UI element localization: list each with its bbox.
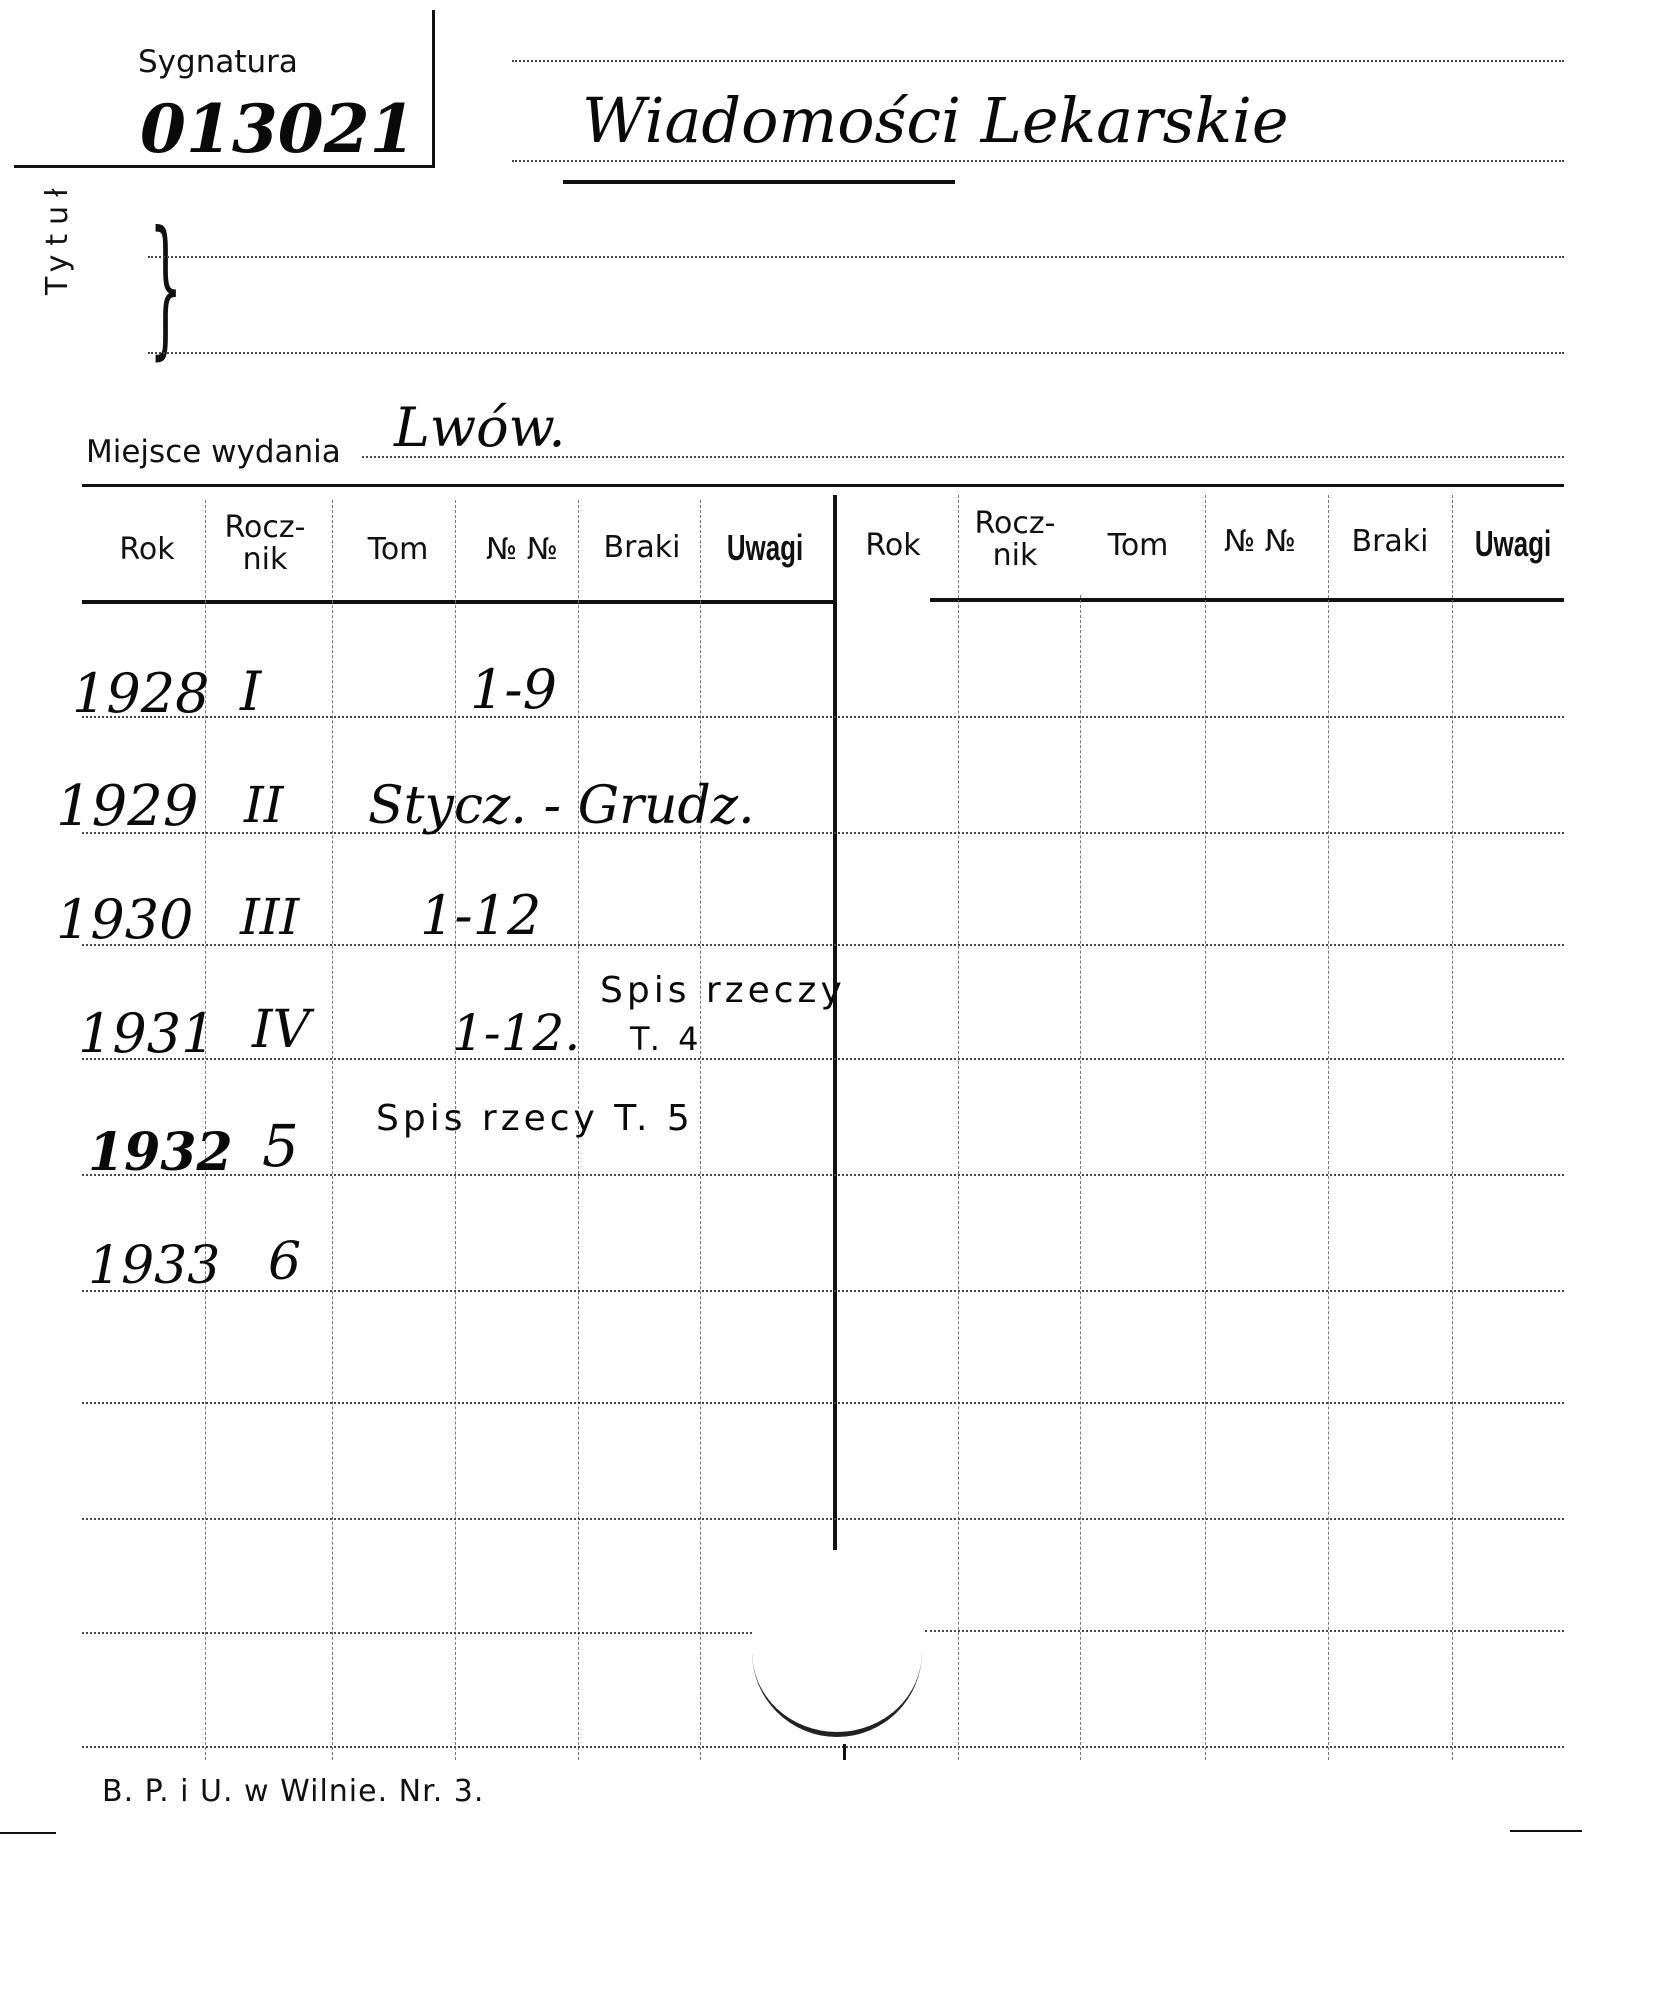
col-divider <box>700 500 701 1760</box>
row-line <box>82 1746 1564 1748</box>
col-header-numery-right: № № <box>1224 524 1296 559</box>
row-line <box>82 832 1564 834</box>
col-header-rok: Rok <box>119 532 175 567</box>
center-divider <box>833 495 837 1550</box>
footer-imprint: B. P. i U. w Wilnie. Nr. 3. <box>102 1774 485 1809</box>
col-header-rocznik-right-line-2: nik <box>992 538 1038 573</box>
col-divider <box>332 500 333 1760</box>
row-5-rocznik: 5 <box>262 1112 299 1180</box>
row-line <box>82 1290 1564 1292</box>
row-4-rok: 1931 <box>78 1002 216 1065</box>
row-3-numery: 1-12 <box>420 884 542 947</box>
row-line <box>82 716 1564 718</box>
col-header-tom: Tom <box>367 532 429 567</box>
miejsce-label: Miejsce wydania <box>86 434 341 470</box>
punch-tick <box>843 1744 846 1760</box>
punch-hole <box>752 1560 922 1737</box>
row-2-tom: Stycz. - Grudz. <box>368 776 755 836</box>
col-header-rocznik-line-2: nik <box>242 542 288 577</box>
title-line-1 <box>512 60 1564 62</box>
row-2-rok: 1929 <box>56 774 199 839</box>
col-header-braki-right: Braki <box>1351 524 1429 559</box>
title-line-2 <box>512 160 1564 162</box>
miejsce-value: Lwów. <box>394 396 566 459</box>
row-1-rok: 1928 <box>72 662 210 725</box>
col-header-uwagi: Uwagi <box>726 527 804 568</box>
tytul-label: Tytuł <box>40 179 75 295</box>
scan-mark <box>0 1832 56 1834</box>
row-5-rok: 1932 <box>88 1122 233 1183</box>
col-divider <box>1328 495 1329 1760</box>
row-4-numery: 1-12. <box>452 1004 581 1062</box>
col-header-rocznik-line-1: Rocz- <box>224 510 306 545</box>
header-rule-left <box>82 600 834 604</box>
col-divider <box>1452 495 1453 1760</box>
row-6-rocznik: 6 <box>268 1232 302 1292</box>
row-4-rocznik: IV <box>252 1000 311 1060</box>
header-rule-right <box>930 598 1564 602</box>
col-divider <box>958 495 959 1760</box>
row-line <box>82 1174 1564 1176</box>
row-2-rocznik: II <box>244 776 284 834</box>
row-line-left <box>82 1632 752 1634</box>
scan-mark <box>1510 1830 1582 1832</box>
col-divider <box>1080 595 1081 1760</box>
row-3-rocznik: III <box>240 888 300 946</box>
col-header-tom-right: Tom <box>1107 528 1169 563</box>
col-header-numery: № № <box>486 532 558 567</box>
tytul-line-1 <box>148 256 1564 258</box>
row-5-note: Spis rzecy T. 5 <box>376 1098 694 1139</box>
row-4-note: Spis rzeczy <box>600 970 846 1011</box>
row-line <box>82 1402 1564 1404</box>
row-4-note-2: T. 4 <box>630 1020 703 1058</box>
sygnatura-label: Sygnatura <box>138 44 298 80</box>
sygnatura-value: 013021 <box>140 90 416 168</box>
col-header-rocznik-right <box>955 508 1075 572</box>
table-top-rule <box>82 484 1564 487</box>
row-line <box>82 944 1564 946</box>
row-line-right <box>925 1630 1564 1632</box>
row-3-rok: 1930 <box>56 888 194 951</box>
col-header-braki: Braki <box>603 530 681 565</box>
title-underline <box>563 180 955 184</box>
col-header-rok-right: Rok <box>865 528 921 563</box>
col-header-rocznik-right-line-1: Rocz- <box>974 506 1056 541</box>
row-1-rocznik: I <box>240 660 262 723</box>
row-line <box>82 1518 1564 1520</box>
col-header-uwagi-right: Uwagi <box>1474 523 1552 564</box>
tytul-brace: } <box>149 200 183 374</box>
col-divider <box>1205 495 1206 1760</box>
tytul-line-2 <box>148 352 1564 354</box>
title-handwritten: Wiadomości Lekarskie <box>582 84 1289 157</box>
row-6-rok: 1933 <box>88 1236 221 1296</box>
row-1-numery: 1-9 <box>470 658 557 721</box>
col-header-rocznik <box>205 512 325 576</box>
sygnatura-box-right-border <box>432 10 435 168</box>
